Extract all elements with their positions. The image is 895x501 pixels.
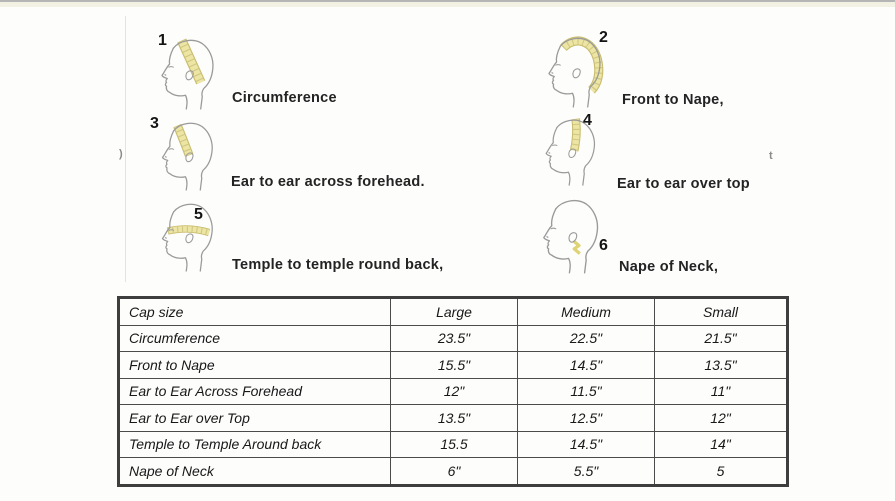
step-number-5: 5 — [194, 206, 203, 223]
table-header-row — [119, 298, 788, 326]
value-large: 12" — [391, 378, 518, 405]
row-label: Front to Nape — [119, 352, 391, 379]
measurement-label-temple-round-back: Temple to temple round back, — [232, 257, 444, 273]
row-label: Temple to Temple Around back — [119, 431, 391, 458]
row-label: Nape of Neck — [119, 458, 391, 486]
value-medium: 22.5" — [518, 325, 655, 352]
value-small: 5 — [655, 458, 788, 486]
step-number-6: 6 — [599, 237, 608, 254]
head-diagram-ear-to-ear-over-top — [522, 116, 612, 188]
row-label: Circumference — [119, 325, 391, 352]
measurement-label-nape-of-neck: Nape of Neck, — [619, 259, 719, 275]
header-medium: Medium — [518, 298, 655, 326]
scan-artifact-right: t — [769, 150, 773, 162]
value-large: 13.5" — [391, 405, 518, 432]
table-row-circumference — [119, 325, 788, 352]
tape-band-circumference — [182, 41, 201, 83]
value-small: 21.5" — [655, 325, 788, 352]
head-diagram-nape-of-neck — [520, 196, 614, 276]
value-large: 15.5" — [391, 352, 518, 379]
step-number-4: 4 — [583, 112, 592, 129]
tape-band-over-top — [574, 119, 576, 151]
value-small: 13.5" — [655, 352, 788, 379]
value-large: 6" — [391, 458, 518, 486]
head-diagram-circumference — [140, 36, 228, 112]
value-medium: 5.5" — [518, 458, 655, 486]
value-small: 14" — [655, 431, 788, 458]
value-medium: 12.5" — [518, 405, 655, 432]
measurement-label-circumference: Circumference — [232, 90, 337, 106]
step-number-2: 2 — [599, 29, 608, 46]
image-edge-line — [125, 16, 126, 282]
step-number-3: 3 — [150, 115, 159, 132]
value-medium: 14.5" — [518, 431, 655, 458]
step-number-1: 1 — [158, 32, 167, 49]
table-row-ear-to-ear-over-top — [119, 405, 788, 432]
scan-artifact-left: ) — [119, 148, 123, 160]
cap-size-table — [117, 296, 789, 487]
value-large: 15.5 — [391, 431, 518, 458]
measurement-label-front-to-nape: Front to Nape, — [622, 92, 724, 108]
value-large: 23.5" — [391, 325, 518, 352]
value-small: 12" — [655, 405, 788, 432]
row-label: Ear to Ear over Top — [119, 405, 391, 432]
tape-mark-nape — [573, 241, 579, 254]
head-diagram-temple-to-temple — [138, 200, 230, 274]
tape-band-across-forehead — [177, 126, 189, 156]
measurement-label-across-forehead: Ear to ear across forehead. — [231, 174, 425, 190]
top-border-strip-light — [0, 2, 895, 7]
table-row-temple-to-temple — [119, 431, 788, 458]
header-cap-size: Cap size — [119, 298, 391, 326]
value-medium: 14.5" — [518, 352, 655, 379]
header-large: Large — [391, 298, 518, 326]
table-row-front-to-nape — [119, 352, 788, 379]
header-small: Small — [655, 298, 788, 326]
measurement-label-over-top: Ear to ear over top — [617, 176, 750, 192]
value-small: 11" — [655, 378, 788, 405]
table-row-ear-to-ear-across-forehead — [119, 378, 788, 405]
tape-band-temple-round-back — [168, 229, 209, 233]
value-medium: 11.5" — [518, 378, 655, 405]
table-row-nape-of-neck — [119, 458, 788, 486]
row-label: Ear to Ear Across Forehead — [119, 378, 391, 405]
